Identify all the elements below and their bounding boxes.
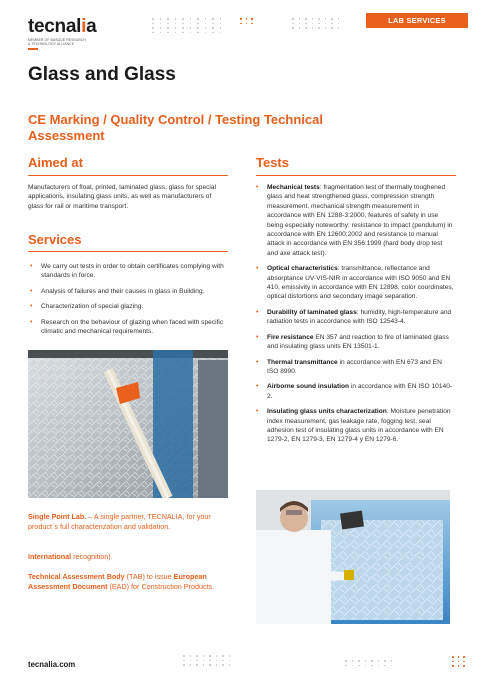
- decorative-dots-orange-bottom: [452, 656, 465, 667]
- decorative-dots-top: [152, 18, 221, 33]
- international-recognition-text: International recognition).: [28, 552, 113, 561]
- technician-glass-photo: [256, 490, 450, 624]
- page-subtitle: CE Marking / Quality Control / Testing Technical Assessment: [28, 112, 323, 143]
- tests-heading: Tests: [256, 155, 289, 170]
- lab-services-badge: LAB SERVICES: [366, 13, 468, 28]
- aimed-at-text: Manufacturers of float, printed, laminated glass, glass for special applications, insulating glass units, as well as manufacturers of glass for rail or maritime transport.: [28, 184, 217, 210]
- aimed-at-rule: [28, 175, 228, 176]
- page-title: Glass and Glass: [28, 64, 176, 85]
- services-heading: Services: [28, 232, 82, 247]
- list-item: • Characterization of special glazing.: [30, 303, 144, 311]
- tab-ead-text: Technical Assessment Body (TAB) to issue European Assessment Document (EAD) for Construction Products.: [28, 572, 215, 591]
- logo-tagline: MEMBER OF BASQUE RESEARCH & TECHNOLOGY ALLIANCE: [28, 38, 86, 46]
- services-rule: [28, 251, 228, 252]
- list-item: • Analysis of failures and their causes in glass in Building.: [30, 287, 205, 295]
- list-item: • Durability of laminated glass: humidity, high-temperature and radiation tests in accordance with ISO 12543-4.: [256, 308, 452, 326]
- list-item: • Thermal transmittance in accordance with EN 673 and EN ISO 8990.: [256, 358, 442, 375]
- list-item: • Research on the behaviour of glazing when faced with specific climatic and mechanical requirements.: [30, 318, 224, 336]
- decorative-dots-orange: [240, 18, 253, 24]
- shattered-glass-photo: [28, 350, 228, 498]
- list-item: • Mechanical tests: fragmentation test of thermally toughened glass and heat strengthened glass, compression strength measurement, mechanical strength measurement in accordance with EN 1288-3:2000, features of safety in use being especially noteworthy: resistance to impact (pendulum) in accordance with EN 12600:2002 and resistance to manual attack in accordance with EN 356:1999 (hard body drop test and axe attack test).: [256, 184, 453, 257]
- list-item: • Airborne sound insulation in accordance with EN ISO 10140-2.: [256, 383, 453, 400]
- decorative-dots-top-right: [292, 18, 339, 29]
- list-item: • Fire resistance EN 357 and reaction to fire of laminated glass and insulating glass units EN 13501-1.: [256, 333, 449, 351]
- list-item: • Optical characteristics: transmittance, reflectance and absorptance UV-VIS-NIR in accordance with ISO 9050 and EN 410, emissivity in accordance with EN 12898, color coordinates, optical distortions and secondary image separation.: [256, 265, 454, 301]
- services-list: [30, 262, 226, 342]
- decorative-dots-bottom-right: [345, 660, 392, 666]
- tests-list: [256, 183, 454, 451]
- list-item: • We carry out tests in order to obtain certificates complying with standards in force.: [30, 263, 224, 280]
- list-item: • Insulating glass units characterization: Moisture penetration index measurement, gas leakage rate, fogging test, seal adhesion test of insulating glass units in accordance with EN 1279-2, EN 1279-3, EN 1279-4 y EN 1279-6.: [256, 408, 451, 444]
- footer-website-link[interactable]: tecnalia.com: [28, 660, 76, 669]
- decorative-dots-bottom: [183, 655, 230, 666]
- logo-underline: [28, 48, 38, 50]
- tecnalia-logo: [28, 17, 96, 50]
- tests-rule: [256, 175, 456, 176]
- aimed-at-heading: Aimed at: [28, 155, 83, 170]
- logo-wordmark: tecnalia: [28, 16, 97, 37]
- single-point-lab-text: Single Point Lab. – A single partner, TECNALIA, for your product´s full characterization and validation.: [28, 512, 211, 531]
